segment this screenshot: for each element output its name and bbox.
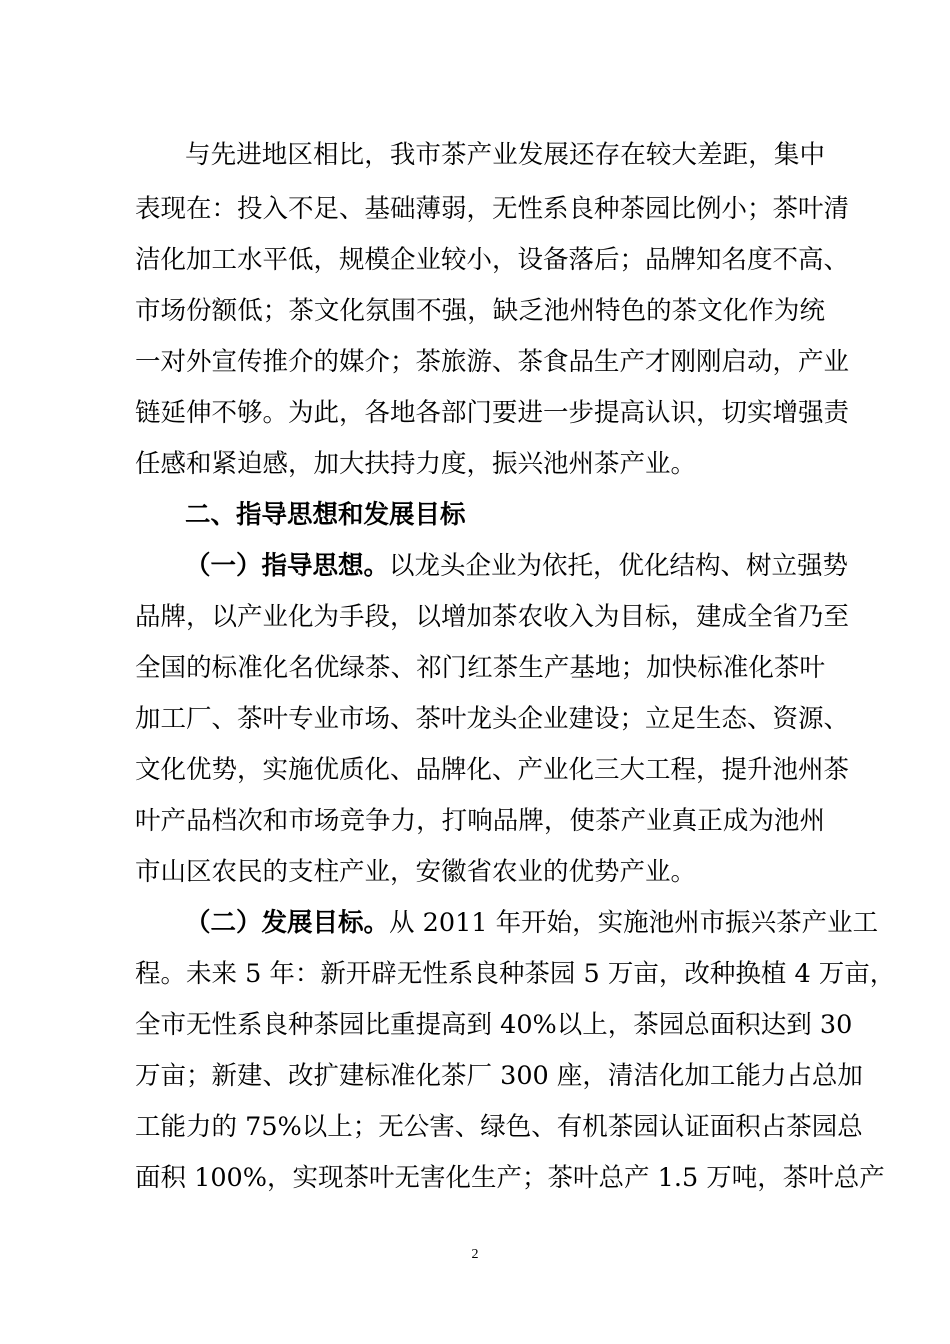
paragraph-line: 加工厂、茶叶专业市场、茶叶龙头企业建设；立足生态、资源、	[135, 704, 850, 734]
paragraph-line: 全国的标准化名优绿茶、祁门红茶生产基地；加快标准化茶叶	[135, 653, 825, 683]
paragraph-line: 文化优势，实施优质化、品牌化、产业化三大工程，提升池州茶	[135, 755, 850, 785]
paragraph-text: 从 2011 年开始，实施池州市振兴茶产业工	[389, 908, 879, 938]
paragraph-line	[185, 546, 849, 586]
paragraph-line: 工能力的 75%以上；无公害、绿色、有机茶园认证面积占茶园总	[135, 1112, 863, 1142]
paragraph-line: 市场份额低；茶文化氛围不强，缺乏池州特色的茶文化作为统	[135, 296, 825, 326]
paragraph-line: 一对外宣传推介的媒介；茶旅游、茶食品生产才刚刚启动，产业	[135, 347, 850, 377]
paragraph-line: 与先进地区相比，我市茶产业发展还存在较大差距，集中	[185, 140, 825, 170]
subsection-lead: （一）指导思想。	[185, 551, 390, 581]
subsection-lead: （二）发展目标。	[185, 908, 390, 938]
paragraph-text: 以龙头企业为依托，优化结构、树立强势	[389, 551, 849, 581]
paragraph-line: 链延伸不够。为此，各地各部门要进一步提高认识，切实增强责	[135, 398, 850, 428]
page-number: 2	[471, 1247, 479, 1262]
paragraph-line: 洁化加工水平低，规模企业较小，设备落后；品牌知名度不高、	[135, 245, 850, 275]
paragraph-line: 叶产品档次和市场竞争力，打响品牌，使茶产业真正成为池州	[135, 806, 825, 836]
paragraph-line: 万亩；新建、改扩建标准化茶厂 300 座，清洁化加工能力占总加	[135, 1061, 863, 1091]
paragraph-line: 品牌，以产业化为手段，以增加茶农收入为目标，建成全省乃至	[135, 602, 850, 632]
paragraph-line	[185, 903, 879, 943]
paragraph-line: 程。未来 5 年：新开辟无性系良种茶园 5 万亩，改种换植 4 万亩，	[135, 959, 896, 989]
paragraph-line: 全市无性系良种茶园比重提高到 40%以上，茶园总面积达到 30	[135, 1010, 853, 1040]
paragraph-line: 表现在：投入不足、基础薄弱，无性系良种茶园比例小；茶叶清	[135, 194, 850, 224]
section-heading: 二、指导思想和发展目标	[185, 500, 466, 530]
paragraph-line: 面积 100%，实现茶叶无害化生产；茶叶总产 1.5 万吨，茶叶总产	[135, 1163, 885, 1193]
paragraph-line: 任感和紧迫感，加大扶持力度，振兴池州茶产业。	[135, 449, 697, 479]
paragraph-line: 市山区农民的支柱产业，安徽省农业的优势产业。	[135, 857, 697, 887]
